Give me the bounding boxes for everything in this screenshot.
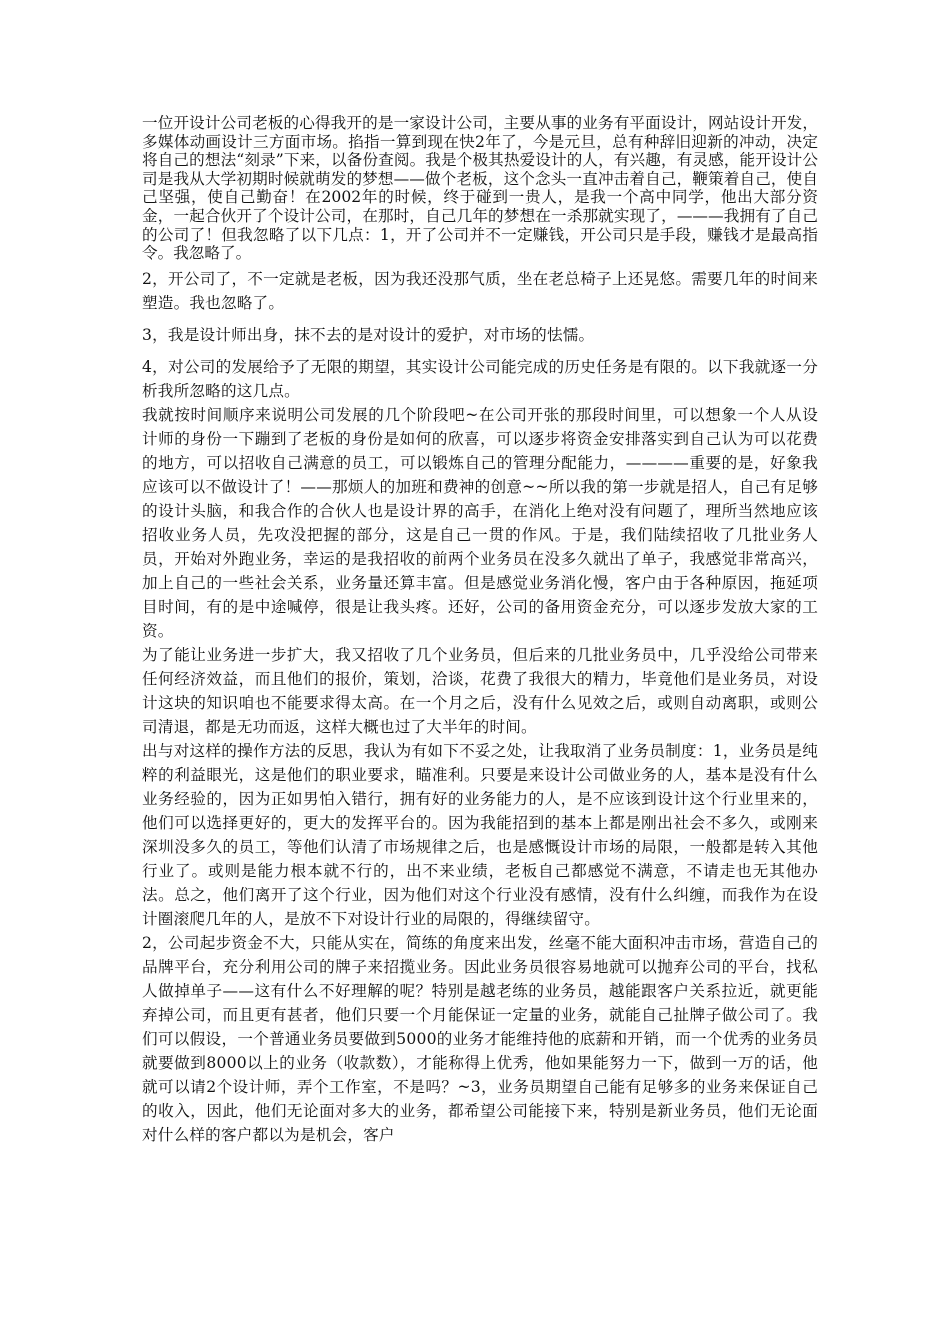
paragraph-point-3: 3，我是设计师出身，抹不去的是对设计的爱护，对市场的怯懦。 [142, 325, 595, 344]
paragraph-capital: 2，公司起步资金不大，只能从实在，简练的角度来出发，丝毫不能大面积冲击市场，营造自己的品牌平台，充分利用公司的牌子来招揽业务。因此业务员很容易地就可以抛弃公司的平台，找私人做掉单子——这有什么不好理解的呢？特别是越老练的业务员，越能跟客户关系拉近，就更能弃掉公司，而且更有甚者，他们只要一个月能保证一定量的业务，就能自己扯牌子做公司了。我们可以假设，一个普通业务员要做到5000的业务才能维持他的底薪和开销，而一个优秀的业务员就要做到8000以上的业务（收款数），才能称得上优秀，他如果能努力一下，做到一万的话，他就可以请2个设计师，弄个工作室，不是吗？~3，业务员期望自己能有足够多的业务来保证自己的收入，因此，他们无论面对多大的业务，都希望公司能接下来，特别是新业务员，他们无论面对什么样的客户都以为是机会，客户 [142, 933, 818, 1144]
paragraph-expansion: 为了能让业务进一步扩大，我又招收了几个业务员，但后来的几批业务员中，几乎没给公司带来任何经济效益，而且他们的报价，策划，洽谈，花费了我很大的精力，毕竟他们是业务员，对设计这块的知识咱也不能要求得太高。在一个月之后，没有什么见效之后，或则自动离职，或则公司清退，都是无功而返，这样大概也过了大半年的时间。 [142, 645, 818, 736]
document-body [142, 114, 818, 1147]
paragraph-stages: 我就按时间顺序来说明公司发展的几个阶段吧~在公司开张的那段时间里，可以想象一个人从设计师的身份一下蹦到了老板的身份是如何的欣喜，可以逐步将资金安排落实到自己认为可以花费的地方，可以招收自己满意的员工，可以锻炼自己的管理分配能力，————重要的是，好象我应该可以不做设计了！——那烦人的加班和费神的创意~~所以我的第一步就是招人，自己有足够的设计头脑，和我合作的合伙人也是设计界的高手，在消化上绝对没有问题了，理所当然地应该招收业务人员，先攻没把握的部分，这是自己一贯的作风。于是，我们陆续招收了几批业务人员，开始对外跑业务，幸运的是我招收的前两个业务员在没多久就出了单子，我感觉非常高兴，加上自己的一些社会关系，业务量还算丰富。但是感觉业务消化慢，客户由于各种原因，拖延项目时间，有的是中途喊停，很是让我头疼。还好，公司的备用资金充分，可以逐步发放大家的工资。 [142, 405, 818, 640]
paragraph-reflection: 出与对这样的操作方法的反思，我认为有如下不妥之处，让我取消了业务员制度：1，业务员是纯粹的利益眼光，这是他们的职业要求，瞄准利。只要是来设计公司做业务的人，基本是没有什么业务经验的，因为正如男怕入错行，拥有好的业务能力的人，是不应该到设计这个行业里来的，他们可以选择更好的，更大的发挥平台的。因为我能招到的基本上都是刚出社会不多久，或刚来深圳没多久的员工，等他们认清了市场规律之后，也是感慨设计市场的局限，一般都是转入其他行业了。或则是能力根本就不行的，出不来业绩，老板自己都感觉不满意，不请走也无其他办法。总之，他们离开了这个行业，因为他们对这个行业没有感情，没有什么纠缠，而我作为在设计圈滚爬几年的人，是放不下对设计行业的局限的，得继续留守。 [142, 741, 818, 928]
paragraph-intro: 一位开设计公司老板的心得我开的是一家设计公司，主要从事的业务有平面设计，网站设计开发，多媒体动画设计三方面市场。掐指一算到现在快2年了，今是元旦，总有种辞旧迎新的冲动，决定将自己的想法“刻录”下来，以备份查阅。我是个极其热爱设计的人，有兴趣，有灵感，能开设计公司是我从大学初期时候就萌发的梦想——做个老板，这个念头一直冲击着自己，鞭策着自己，使自己坚强，使自己勤奋！在2002年的时候，终于碰到一贵人，是我一个高中同学，他出大部分资金，一起合伙开了个设计公司，在那时，自己几年的梦想在一杀那就实现了，———我拥有了自己的公司了！但我忽略了以下几点：1，开了公司并不一定赚钱，开公司只是手段，赚钱才是最高指令。我忽略了。 [142, 114, 818, 263]
paragraph-point-4: 4，对公司的发展给予了无限的期望，其实设计公司能完成的历史任务是有限的。以下我就逐一分析我所忽略的这几点。 [142, 357, 818, 400]
paragraph-point-2: 2，开公司了，不一定就是老板，因为我还没那气质，坐在老总椅子上还晃悠。需要几年的时间来塑造。我也忽略了。 [142, 269, 818, 312]
